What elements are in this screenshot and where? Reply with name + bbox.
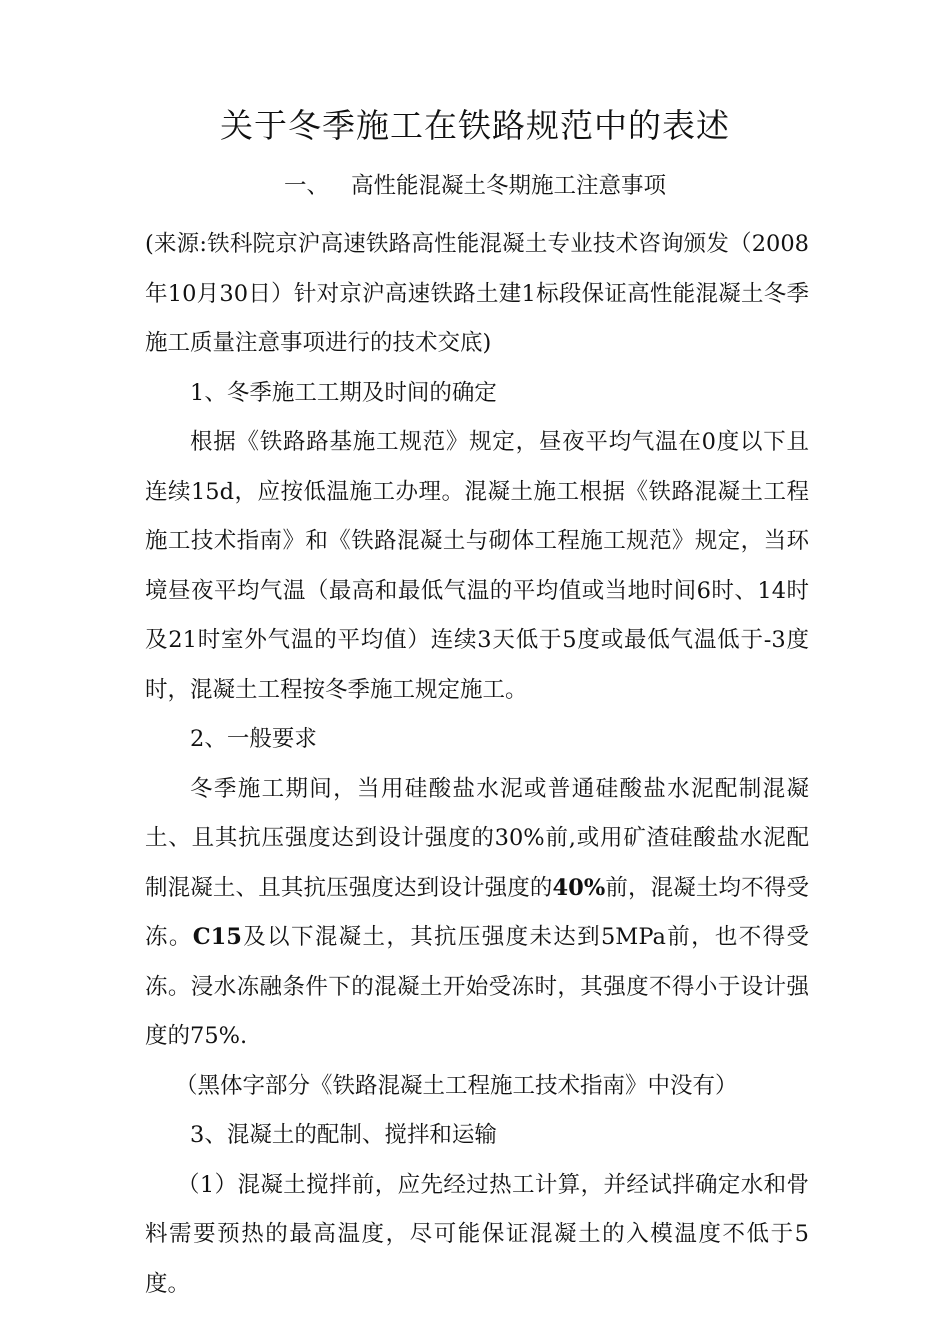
item3-heading: 3、混凝土的配制、搅拌和运输 [190, 1122, 497, 1148]
document-body [145, 220, 809, 1309]
section-heading [0, 170, 950, 202]
section-number: 一、 [283, 173, 329, 199]
item2-bold-grade: C15 [192, 924, 242, 950]
item2-text-part3: 及以下混凝土，其抗压强度未达到5MPa前，也不得受冻。浸水冻融条件下的混凝土开始受冻时，其强度不得小于设计强度的75%. [145, 924, 809, 1049]
item3-subitem1: （1）混凝土搅拌前，应先经过热工计算，并经试拌确定水和骨料需要预热的最高温度，尽可能保证混凝土的入模温度不低于5度。 [145, 1171, 809, 1297]
document-title: 关于冬季施工在铁路规范中的表述 [220, 106, 730, 145]
source-note: (来源:铁科院京沪高速铁路高性能混凝土专业技术咨询颁发（2008年10月30日）针对京沪高速铁路土建1标段保证高性能混凝土冬季施工质量注意事项进行的技术交底) [145, 231, 809, 356]
item2-text-part1: 冬季施工期间，当用硅酸盐水泥或普通硅酸盐水泥配制混凝土、且其抗压强度达到设计强度的30%前,或用矿渣硅酸盐水泥配制混凝土、且其抗压强度达到设计强度的 [145, 775, 809, 901]
item2-paragraph [145, 765, 809, 1062]
item2-text-part2: 前，混凝土均不得受冻。 [145, 874, 809, 950]
item1-heading: 1、冬季施工工期及时间的确定 [190, 379, 497, 406]
item1-paragraph: 根据《铁路路基施工规范》规定，昼夜平均气温在0度以下且连续15d，应按低温施工办理。混凝土施工根据《铁路混凝土工程施工技术指南》和《铁路混凝土与砌体工程施工规范》规定，当环境昼夜平均气温（最高和最低气温的平均值或当地时间6时、14时及21时室外气温的平均值）连续3天低于5度或最低气温低于-3度时，混凝土工程按冬季施工规定施工。 [145, 429, 809, 703]
item2-bold-percent: 40% [552, 874, 606, 901]
item2-heading: 2、一般要求 [190, 726, 317, 752]
section-heading-text: 高性能混凝土冬期施工注意事项 [351, 173, 667, 199]
item2-note: （黑体字部分《铁路混凝土工程施工技术指南》中没有） [175, 1072, 738, 1099]
